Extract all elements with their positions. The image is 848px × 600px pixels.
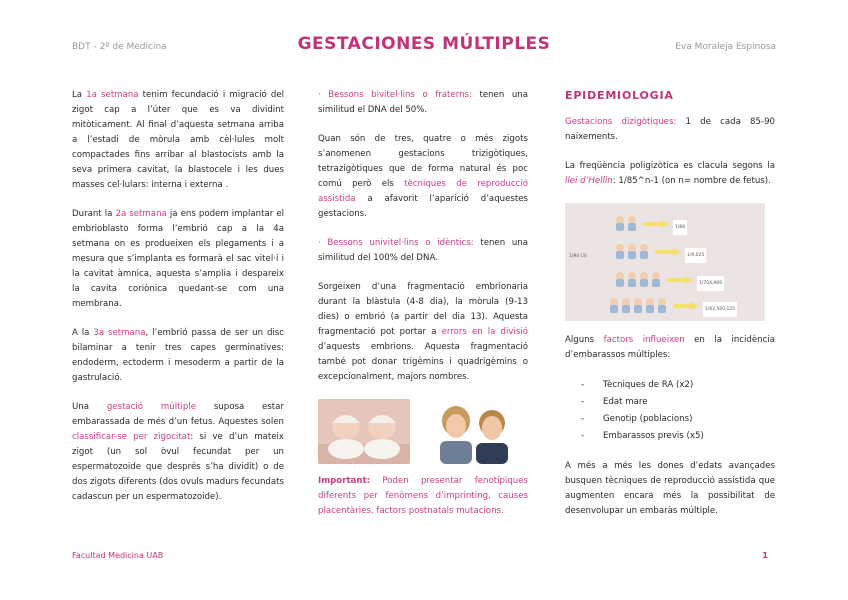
list-item: - Tècniques de RA (x2): [581, 380, 694, 390]
baby-icon: [639, 271, 649, 287]
paragraph-factors: [565, 333, 775, 363]
baby-icon: [621, 297, 631, 313]
page-title: GESTACIONES MÚLTIPLES: [297, 34, 551, 54]
baby-icon: [657, 297, 667, 313]
arrow-right-icon: [643, 220, 669, 228]
header-course: BDT - 2º de Medicina: [72, 42, 167, 52]
text: A la: [72, 328, 94, 338]
text: La freqüència poligizòtica es clacula segons la: [565, 161, 775, 171]
hellin-row: [565, 215, 765, 235]
text: d’aquests embrions. Aquesta fragmentació també pot donar trigèmins i quadrigèmins o excepcionalment, majors nombres.: [318, 342, 528, 382]
hellin-law-figure: [565, 203, 765, 321]
text: Una: [72, 402, 107, 412]
list-item: - Embarassos previs (x5): [581, 431, 704, 441]
important-note: [318, 474, 528, 519]
arrow-right-icon: [655, 248, 681, 256]
text: ja ens podem implantar el embrioblasto forma l’embrió cap a la 4a setmana on es produeixen els plegaments i a mesura que s’implanta es formarà el sac vitel·í i la cavitat àmnica, aquesta s’amplia i despareix la cavita coriònica quedant-se com una membrana.: [72, 209, 284, 309]
highlight-factors: factors influeixen: [603, 335, 685, 345]
highlight-dizygotic: Gestacions dizigòtiques:: [565, 117, 677, 127]
factor-label: Edat mare: [603, 397, 648, 407]
important-text: Poden presentar fenotípiques diferents per fenòmens d’imprinting, causes placentàries, factors postnatals mutacions.: [318, 476, 528, 516]
baby-icon: [609, 297, 619, 313]
baby-icon: [627, 271, 637, 287]
factor-label: Tècniques de RA (x2): [603, 380, 694, 390]
baby-icon: [627, 215, 637, 231]
arrow-right-icon: [673, 302, 699, 310]
text: a afavorit l’aparició d’aquestes gestacions.: [318, 194, 528, 219]
column-2: [318, 88, 528, 519]
baby-icon: [645, 297, 655, 313]
hellin-row-value: 1/704,969: [697, 276, 724, 291]
paragraph-fraternal-twins: [318, 88, 528, 118]
factors-list: [565, 377, 775, 445]
text: tenen una similitud del 100% del DNA.: [318, 238, 528, 263]
paragraph-multiple-gestation: [72, 400, 284, 505]
hellin-row: [565, 243, 765, 263]
text: Alguns: [565, 335, 604, 345]
text: La: [72, 90, 87, 100]
header-author: Eva Moraleja Espinosa: [675, 42, 776, 52]
baby-icon: [639, 243, 649, 259]
footer-faculty: Facultad Medicina UAB: [72, 551, 164, 560]
paragraph-fragmentation: [318, 280, 528, 385]
highlight-week-2: 2a setmana: [115, 209, 167, 219]
baby-icon: [651, 271, 661, 287]
factor-label: Genotip (poblacions): [603, 414, 693, 424]
twin-photos: [318, 399, 528, 464]
arrow-right-icon: [667, 276, 693, 284]
paragraph-identical-twins: [318, 236, 528, 266]
highlight-division-errors: errors en la divisió: [441, 327, 528, 337]
baby-icon: [627, 243, 637, 259]
text: : 1/85^n-1 (on n= nombre de fetus).: [612, 176, 771, 186]
highlight-identical: · Bessons univitel·lins o idèntics:: [318, 238, 474, 248]
text: en la incidència d’embarassos múltiples:: [565, 335, 775, 360]
paragraph-polyzygotic: [318, 132, 528, 222]
text: : si ve d’un mateix zigot (un sol òvul fecundat per un espermatozoide que després s’ha dividit) o de dos zigots diferents (dos ovuls madurs fecundats cadascun per un espermatozoide).: [72, 432, 284, 502]
twin-children-photo: [430, 399, 520, 464]
paragraph-dizygotic: [565, 115, 775, 145]
text: Durant la: [72, 209, 116, 219]
hellin-row: [565, 271, 765, 291]
column-3: [565, 88, 775, 533]
twin-babies-photo: [318, 399, 410, 464]
section-title-epidemiology: EPIDEMIOLOGIA: [565, 89, 674, 102]
paragraph-week-2: [72, 207, 284, 312]
important-label: Important:: [318, 476, 371, 486]
text: tenim fecundació i migració del zigot cap a l’úter que es va dividint mitòticament. Al final d’aquesta setmana arriba a l’estadi de mòrula amb cèl·lules molt compactades fins arribar al blastocists amb la seva primera cavitat, la blastocele i les dues masses cel·lulars: interna i externa .: [72, 90, 284, 190]
baby-icon: [615, 215, 625, 231]
hellin-row-value: 1/89: [673, 220, 687, 235]
hellin-row: [565, 297, 765, 317]
factor-label: Embarassos previs (x5): [603, 431, 704, 441]
list-item: - Edat mare: [581, 397, 648, 407]
hellin-row-value: 1/9,025: [685, 248, 706, 263]
highlight-art: tècniques de reproducció assistida: [318, 179, 528, 204]
text: Quan són de tres, quatre o més zigots s’anomenen gestacions trizigòtiques, tetrazigòtiques que de forma natural és poc comú però els: [318, 134, 528, 189]
hellin-row-value: 1/62,500,125: [703, 302, 737, 317]
baby-icon: [633, 297, 643, 313]
highlight-hellin: llei d’Hellin: [565, 176, 613, 186]
paragraph-week-1: [72, 88, 284, 193]
baby-icon: [615, 243, 625, 259]
text: Sorgeixen d’una fragmentació embrionaria durant la blàstula (4-8 dia), la mòrula (9-13 dies) o embrió (a partir del dia 13). Aquesta fragmentació pot portar a: [318, 282, 528, 337]
column-1: [72, 88, 284, 519]
text: , l’embrió passa de ser un disc bilaminar a tenir tres capes germinatives: endoderm, ectoderm i mesoderm a partir de la gastrulació.: [72, 328, 285, 383]
highlight-multiple-gestation: gestació múltiple: [106, 402, 196, 412]
paragraph-hellin: [565, 159, 775, 189]
text: 1 de cada 85-90 naixements.: [565, 117, 775, 142]
highlight-week-1: 1a setmana: [86, 90, 139, 100]
text: suposa estar embarassada de més d’un fetus. Aquestes solen: [72, 402, 284, 427]
paragraph-age: A més a més les dones d’edats avançades busquen tècniques de reproducció assistida que augmenten encara més la possibilitat de desenvolupar un embaràs múltiple.: [565, 461, 775, 516]
text: tenen una similitud el DNA del 50%.: [318, 90, 528, 115]
list-item: - Genotip (poblacions): [581, 414, 693, 424]
highlight-zygosity: classificar-se per zigocitat: [72, 432, 191, 442]
paragraph-week-3: [72, 326, 284, 386]
highlight-week-3: 3a setmana: [93, 328, 146, 338]
highlight-fraternal: · Bessons bivitel·lins o fraterns:: [318, 90, 472, 100]
baby-icon: [615, 271, 625, 287]
hellin-row-label: 1/94 (3): [569, 254, 587, 259]
page-number: 1: [762, 551, 768, 560]
